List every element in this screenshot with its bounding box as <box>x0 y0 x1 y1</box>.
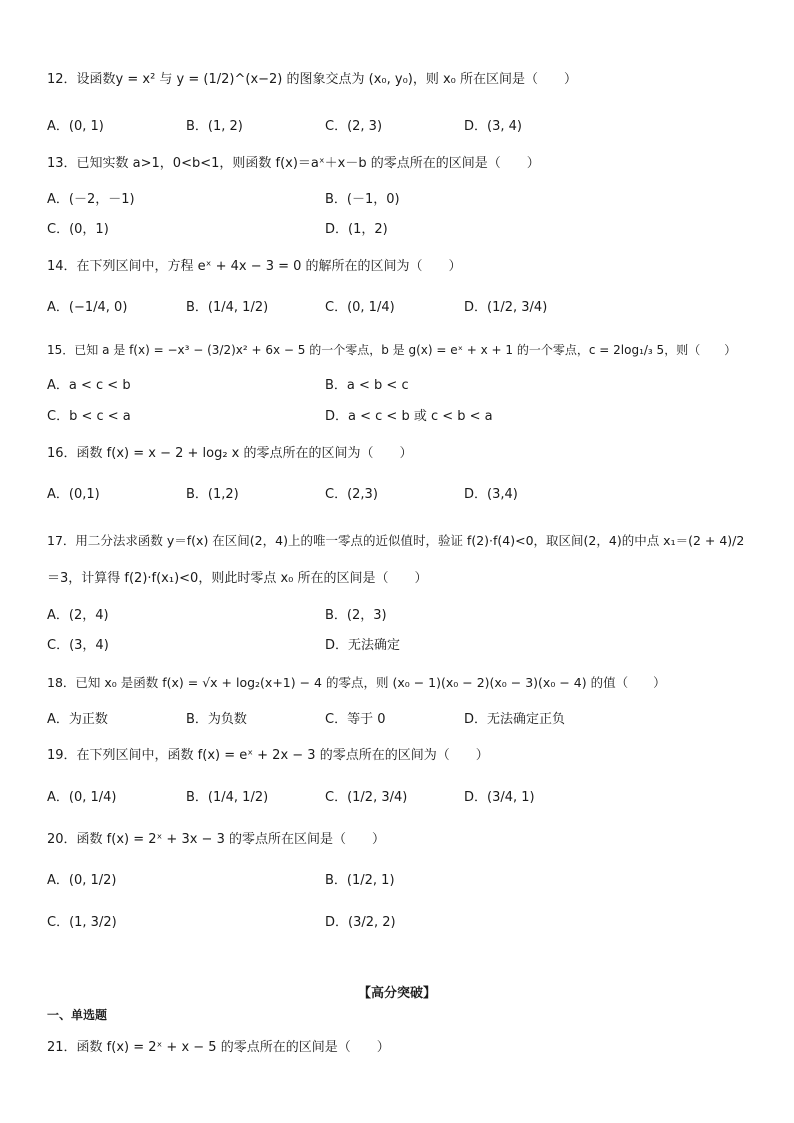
q16-option-a: A．(0,1) <box>47 487 100 502</box>
q20-option-d: D．(3/2, 2) <box>325 915 396 930</box>
q17-option-b: B．(2，3) <box>325 608 387 623</box>
q18-option-c: C．等于 0 <box>325 712 386 727</box>
question-17-stem-line2: ＝3，计算得 f(2)·f(x₁)<0，则此时零点 x₀ 所在的区间是（ ） <box>47 571 428 586</box>
question-21-stem: 21．函数 f(x) = 2ˣ + x − 5 的零点所在的区间是（ ） <box>47 1040 390 1055</box>
q13-option-c: C．(0，1) <box>47 222 109 237</box>
q20-option-b: B．(1/2, 1) <box>325 873 395 888</box>
q12-option-d: D．(3, 4) <box>464 119 522 134</box>
q20-option-c: C．(1, 3/2) <box>47 915 117 930</box>
question-19-stem: 19．在下列区间中，函数 f(x) = eˣ + 2x − 3 的零点所在的区间为（ ） <box>47 748 489 763</box>
q14-option-b: B．(1/4, 1/2) <box>186 300 269 315</box>
q14-option-a: A．(−1/4, 0) <box>47 300 128 315</box>
section-title: 【高分突破】 <box>357 986 436 1001</box>
q17-option-a: A．(2，4) <box>47 608 109 623</box>
question-12-stem: 12．设函数y = x² 与 y = (1/2)^(x−2) 的图象交点为 (x₀, y₀)，则 x₀ 所在区间是（ ） <box>47 72 578 87</box>
question-18-stem: 18．已知 x₀ 是函数 f(x) = √x + log₂(x+1) − 4 的零点，则 (x₀ − 1)(x₀ − 2)(x₀ − 3)(x₀ − 4) 的值（ ） <box>47 675 666 690</box>
q17-option-d: D．无法确定 <box>325 638 401 653</box>
subsection-title: 一、单选题 <box>47 1008 108 1022</box>
q18-option-d: D．无法确定正负 <box>464 712 566 727</box>
q19-option-b: B．(1/4, 1/2) <box>186 790 269 805</box>
q19-option-d: D．(3/4, 1) <box>464 790 535 805</box>
q20-option-a: A．(0, 1/2) <box>47 873 117 888</box>
question-20-stem: 20．函数 f(x) = 2ˣ + 3x − 3 的零点所在区间是（ ） <box>47 832 385 847</box>
q15-option-c: C．b < c < a <box>47 409 131 424</box>
q13-option-d: D．(1，2) <box>325 222 388 237</box>
q19-option-c: C．(1/2, 3/4) <box>325 790 408 805</box>
q13-option-a: A．(－2，－1) <box>47 192 135 207</box>
q13-option-b: B．(－1，0) <box>325 192 400 207</box>
q15-option-b: B．a < b < c <box>325 378 409 393</box>
question-17-stem-line1: 17．用二分法求函数 y＝f(x) 在区间(2，4)上的唯一零点的近似值时，验证 f(2)·f(4)<0，取区间(2，4)的中点 x₁＝(2 + 4)/2 <box>47 533 745 548</box>
q16-option-d: D．(3,4) <box>464 487 518 502</box>
question-15-stem: 15．已知 a 是 f(x) = −x³ − (3/2)x² + 6x − 5 的一个零点，b 是 g(x) = eˣ + x + 1 的一个零点，c = 2log₁/₃ 5，则（ ） <box>47 343 737 357</box>
q16-option-c: C．(2,3) <box>325 487 378 502</box>
q12-option-c: C．(2, 3) <box>325 119 383 134</box>
q15-option-d: D．a < c < b 或 c < b < a <box>325 409 493 424</box>
question-13-stem: 13．已知实数 a>1，0<b<1，则函数 f(x)＝aˣ＋x－b 的零点所在的区间是（ ） <box>47 156 540 171</box>
q12-option-a: A．(0, 1) <box>47 119 104 134</box>
q12-option-b: B．(1, 2) <box>186 119 243 134</box>
q14-option-c: C．(0, 1/4) <box>325 300 395 315</box>
q19-option-a: A．(0, 1/4) <box>47 790 117 805</box>
q18-option-a: A．为正数 <box>47 712 108 727</box>
q17-option-c: C．(3，4) <box>47 638 109 653</box>
question-16-stem: 16．函数 f(x) = x − 2 + log₂ x 的零点所在的区间为（ ） <box>47 446 413 461</box>
q15-option-a: A．a < c < b <box>47 378 131 393</box>
question-14-stem: 14．在下列区间中，方程 eˣ + 4x − 3 = 0 的解所在的区间为（ ） <box>47 259 462 274</box>
q16-option-b: B．(1,2) <box>186 487 239 502</box>
q18-option-b: B．为负数 <box>186 712 247 727</box>
q14-option-d: D．(1/2, 3/4) <box>464 300 548 315</box>
